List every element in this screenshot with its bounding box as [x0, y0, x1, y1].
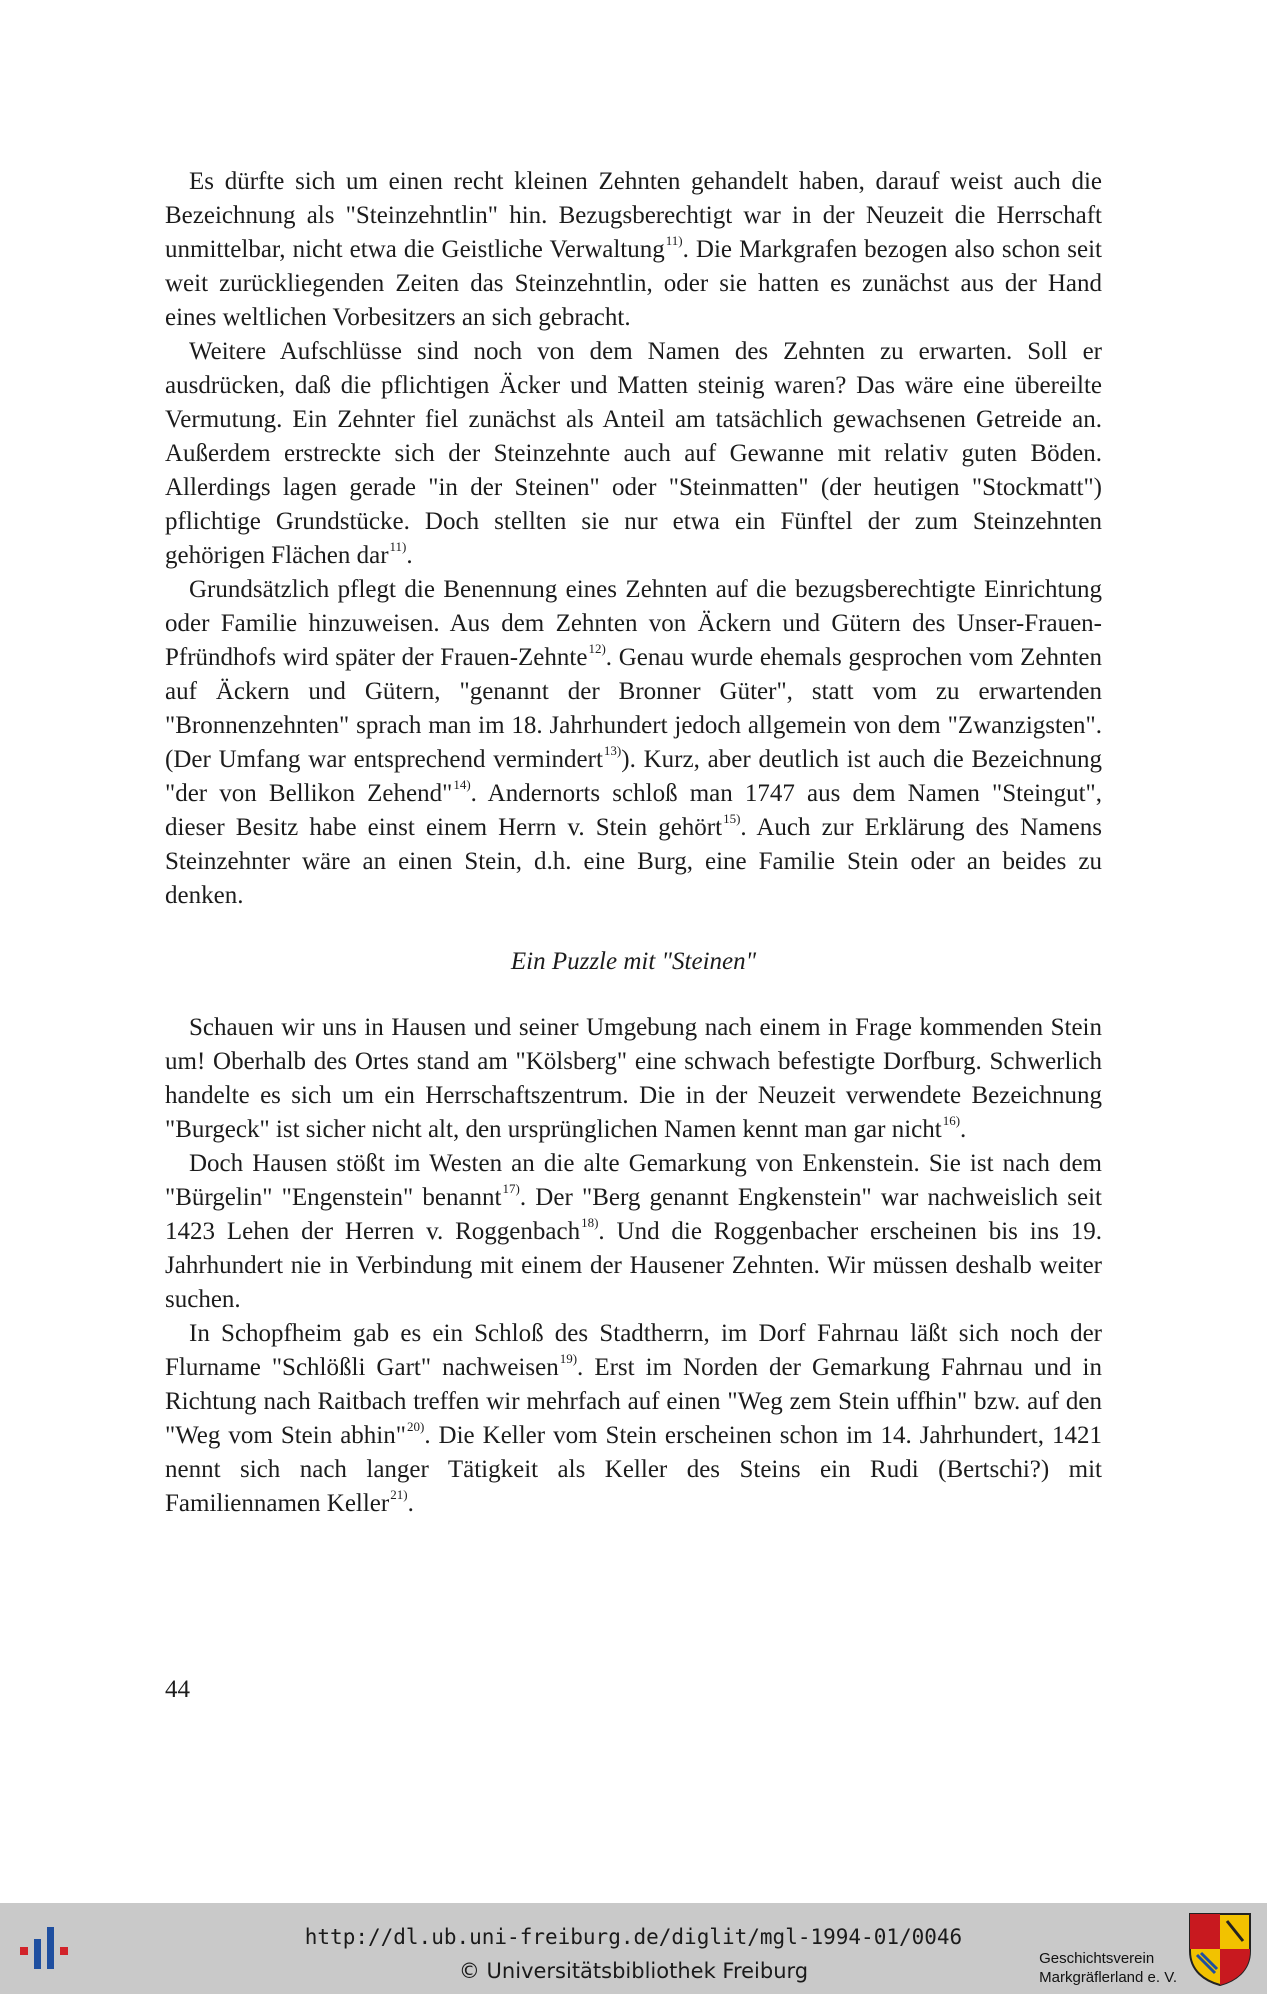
footer-bar — [0, 1903, 1267, 1994]
body-text — [165, 165, 1102, 1521]
page-number: 44 — [165, 1676, 190, 1703]
paragraph — [165, 335, 1102, 573]
text-run: Grundsätzlich pflegt die Benennung eines Zehnten auf die bezugsberechtigte Einrichtung oder Familie hinzuweisen. Aus dem Zehnten von Äckern und Gütern des Unser-Frauen-Pfründhofs wird später der Frauen-Zehnte — [165, 576, 1102, 671]
text-run: . Die Markgrafen bezogen also schon seit weit zurückliegenden Zeiten das Steinzehntlin, oder sie hatten es zunächst aus der Hand eines weltlichen Vorbesitzers an sich gebracht. — [165, 236, 1102, 331]
footnote-marker: 20) — [406, 1419, 425, 1434]
society-name — [1039, 1949, 1177, 1987]
paragraph — [165, 165, 1102, 335]
footnote-marker: 16) — [942, 1113, 961, 1128]
paragraph-group-1 — [165, 165, 1102, 913]
paragraph — [165, 573, 1102, 913]
text-run: . Der "Berg genannt Engkenstein" war nachweislich seit 1423 Lehen der Herren v. Roggenbach — [165, 1184, 1102, 1245]
text-run: Schauen wir uns in Hausen und seiner Umgebung nach einem in Frage kommenden Stein um! Oberhalb des Ortes stand am "Kölsberg" eine schwach befestigte Dorfburg. Schwerlich handelte es sich um ein Herrschaftszentrum. Die in der Neuzeit verwendete Bezeichnung "Burgeck" ist sicher nicht alt, den ursprünglichen Namen kennt man gar nicht — [165, 1014, 1102, 1143]
footnote-marker: 14) — [453, 777, 471, 792]
footnote-marker: 11) — [665, 233, 683, 248]
society-line-2: Markgräflerland e. V. — [1039, 1969, 1177, 1986]
text-run: . — [960, 1116, 967, 1143]
footnote-marker: 13) — [603, 743, 622, 758]
text-run: . Andernorts schloß man 1747 aus dem Namen "Steingut", dieser Besitz habe einst einem Herrn v. Stein gehört — [165, 780, 1103, 841]
footnote-marker: 15) — [723, 811, 741, 826]
text-run: . — [407, 1490, 414, 1517]
section-heading: Ein Puzzle mit "Steinen" — [510, 948, 757, 975]
footnote-marker: 12) — [588, 641, 606, 656]
society-line-1: Geschichtsverein — [1039, 1950, 1155, 1967]
paragraph — [165, 1147, 1102, 1317]
footnote-marker: 19) — [559, 1351, 578, 1366]
footnote-marker: 17) — [502, 1181, 520, 1196]
text-run: In Schopfheim gab es ein Schloß des Stadtherrn, im Dorf Fahrnau läßt sich noch der Flurname "Schlößli Gart" nachweisen — [165, 1320, 1102, 1381]
text-run: Doch Hausen stößt im Westen an die alte Gemarkung von Enkenstein. Sie ist nach dem "Bürgelin" "Engenstein" benannt — [165, 1150, 1102, 1211]
text-run: . Erst im Norden der Gemarkung Fahrnau und in Richtung nach Raitbach treffen wir mehrfach auf einen "Weg zem Stein uffhin" bzw. auf den "Weg vom Stein abhin" — [165, 1354, 1102, 1449]
text-run: ). Kurz, aber deutlich ist auch die Bezeichnung "der von Bellikon Zehend" — [165, 746, 1102, 807]
text-run: Weitere Aufschlüsse sind noch von dem Namen des Zehnten zu erwarten. Soll er ausdrücken, daß die pflichtigen Äcker und Matten steinig waren? Das wäre eine übereilte Vermutung. Ein Zehnter fiel zunächst als Anteil am tatsächlich gewachsenen Getreide an. Außerdem erstreckte sich der Steinzehnte auch auf Gewanne mit relativ guten Böden. Allerdings lagen gerade "in der Steinen" oder "Steinmatten" (der heutigen "Stockmatt") pflichtige Grundstücke. Doch stellten sie nur etwa ein Fünftel der zum Steinzehnten gehörigen Flächen dar — [165, 338, 1102, 569]
footnote-marker: 21) — [390, 1487, 408, 1502]
paragraph — [165, 1317, 1102, 1521]
footnote-marker: 11) — [389, 539, 407, 554]
text-run: . Genau wurde ehemals gesprochen vom Zehnten auf Äckern und Gütern, "genannt der Bronner Güter", statt vom zu erwartenden "Bronnenzehnten" sprach man im 18. Jahrhundert jedoch allgemein von dem "Zwanzigsten". (Der Umfang war entsprechend vermindert — [165, 644, 1102, 773]
text-run: . — [406, 542, 413, 569]
text-run: Es dürfte sich um einen recht kleinen Zehnten gehandelt haben, darauf weist auch die Bezeichnung als "Steinzehntlin" hin. Bezugsberechtigt war in der Neuzeit die Herrschaft unmittelbar, nicht etwa die Geistliche Verwaltung — [165, 168, 1102, 263]
text-run: . Die Keller vom Stein erscheinen schon im 14. Jahrhundert, 1421 nennt sich nach langer Tätigkeit als Keller des Steins ein Rudi (Bertschi?) mit Familiennamen Keller — [165, 1422, 1102, 1517]
footer-copyright: © Universitätsbibliothek Freiburg — [458, 1959, 809, 1983]
paragraph — [165, 1011, 1102, 1147]
footnote-marker: 18) — [581, 1215, 599, 1230]
coat-of-arms-icon — [1187, 1911, 1253, 1987]
text-run: . Und die Roggenbacher erscheinen bis ins 19. Jahrhundert nie in Verbindung mit einem der Hausener Zehnten. Wir müssen deshalb weiter suchen. — [165, 1218, 1103, 1313]
text-run: . Auch zur Erklärung des Namens Steinzehnter wäre an einen Stein, d.h. eine Burg, eine Familie Stein oder an beides zu denken. — [165, 814, 1102, 909]
footer-url-link[interactable]: http://dl.ub.uni-freiburg.de/diglit/mgl-1994-01/0046 — [304, 1925, 963, 1949]
paragraph-group-2 — [165, 1011, 1102, 1521]
